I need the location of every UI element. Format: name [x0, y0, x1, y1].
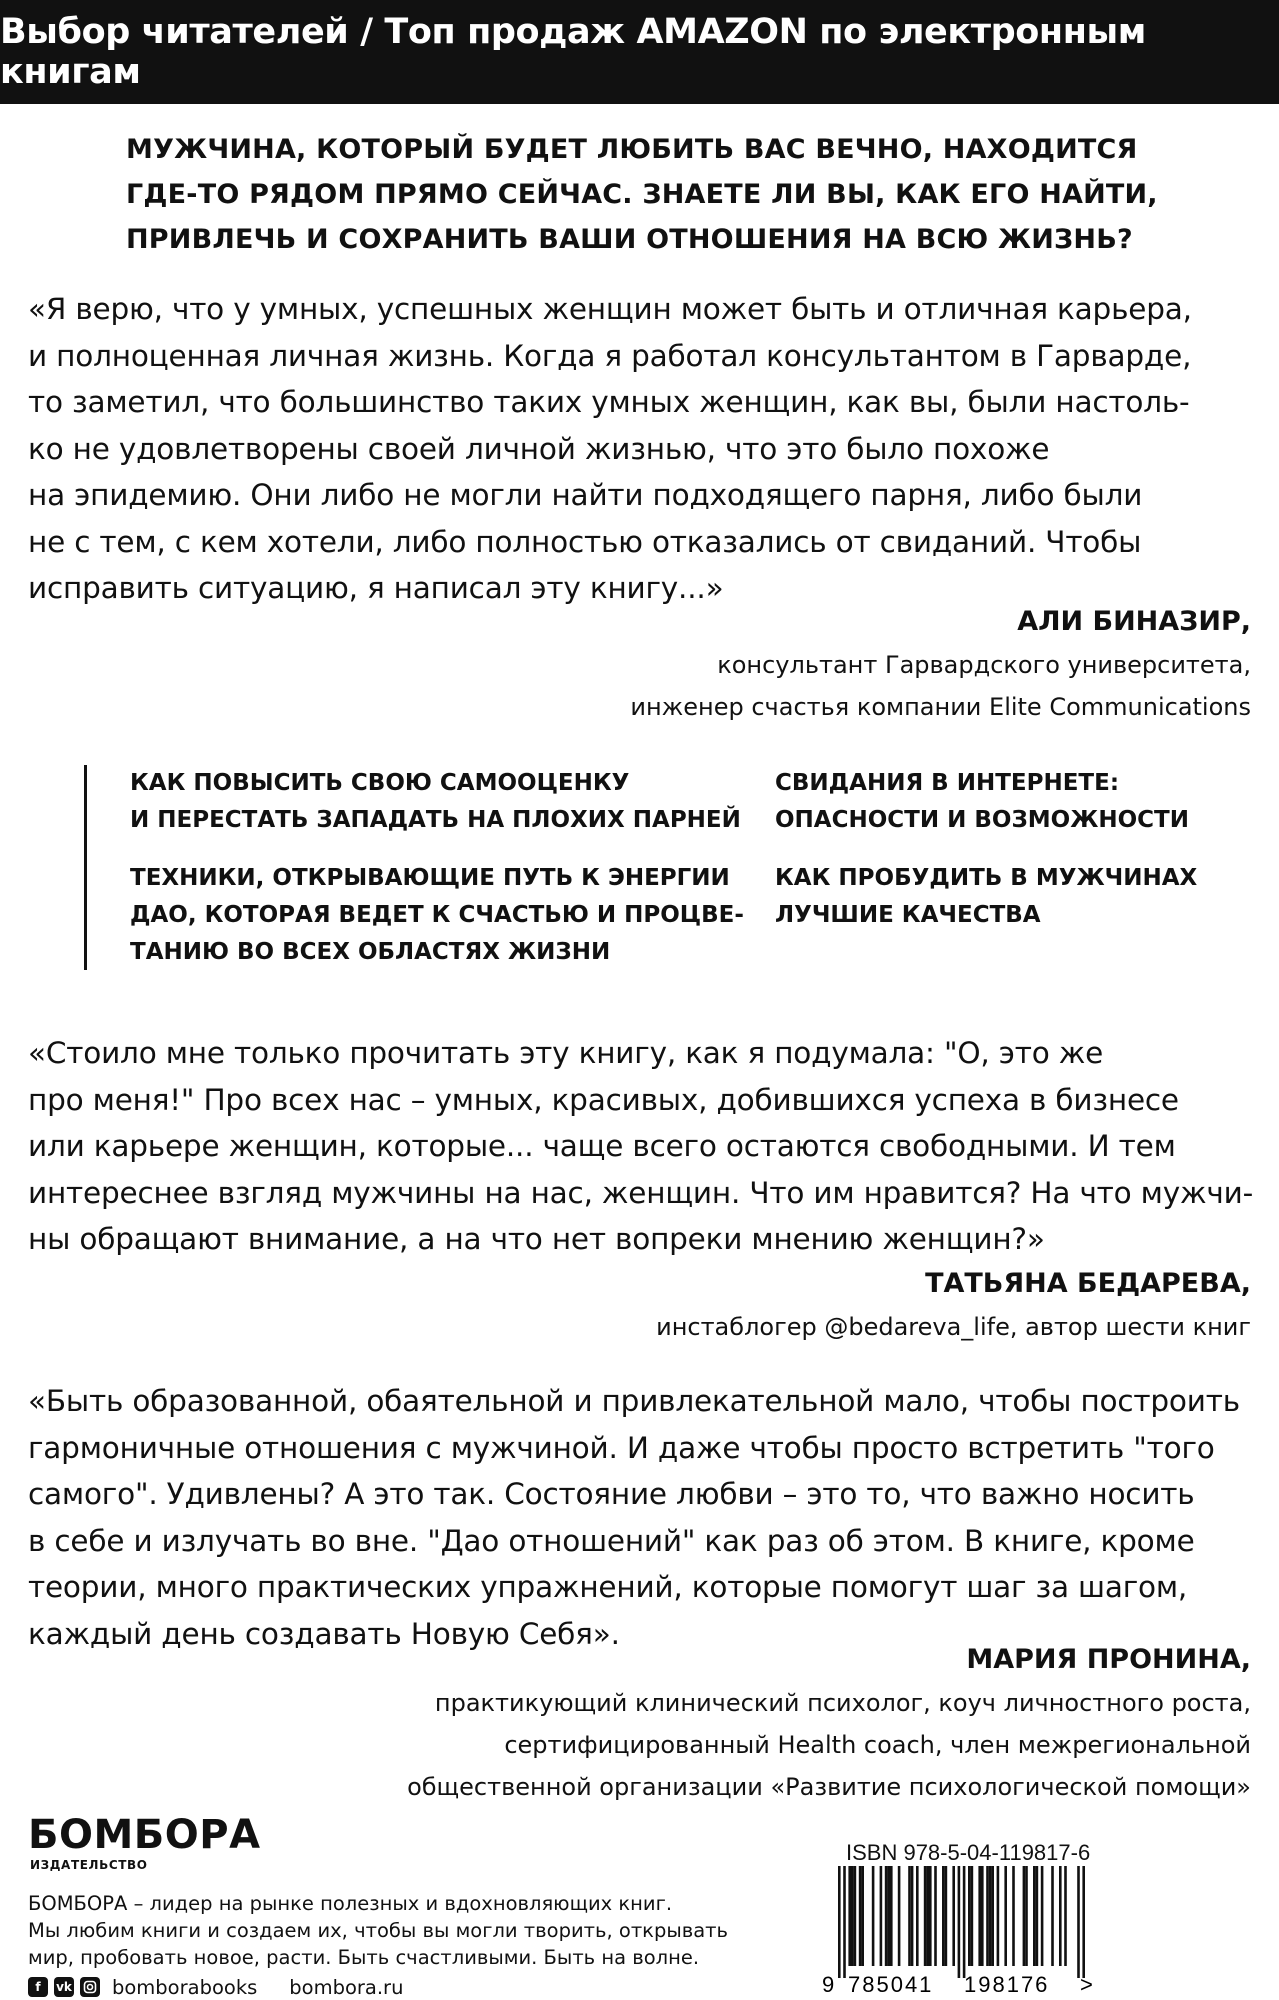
barcode-bar: [1077, 1866, 1080, 1978]
barcode-bar: [1064, 1866, 1067, 1966]
feature-item: [775, 765, 1189, 839]
barcode-bar: [991, 1866, 994, 1966]
barcode-bar: [898, 1866, 901, 1966]
barcode-bar: [981, 1866, 984, 1966]
headline-line: ПРИВЛЕЧЬ И СОХРАНИТЬ ВАШИ ОТНОШЕНИЯ НА ВСЮ ЖИЗНЬ?: [126, 224, 1133, 255]
barcode-bar: [978, 1866, 981, 1966]
barcode-bar: [887, 1866, 890, 1966]
social-links: [28, 1975, 403, 1999]
barcode-bar: [997, 1866, 1000, 1966]
barcode-bar: [942, 1866, 945, 1966]
website-link[interactable]: bombora.ru: [289, 1975, 404, 1999]
quote-line: интереснее взгляд мужчины на нас, женщин. Что им нравится? На что мужчи-: [28, 1175, 1254, 1210]
quote-line: самого". Удивлены? А это так. Состояние любви – это то, что важно носить: [28, 1477, 1195, 1511]
about-line: Мы любим книги и создаем их, чтобы вы могли творить, открывать: [28, 1919, 729, 1942]
author-role: общественной организации «Развитие психологической помощи»: [407, 1773, 1251, 1801]
quote-line: теории, много практических упражнений, которые помогут шаг за шагом,: [28, 1570, 1188, 1604]
feature-line: ОПАСНОСТИ И ВОЗМОЖНОСТИ: [775, 807, 1189, 833]
author-name: МАРИЯ ПРОНИНА,: [966, 1644, 1251, 1675]
attribution-bedareva: [151, 1262, 1251, 1348]
quote-bedareva: [28, 1030, 1258, 1263]
quote-line: «Быть образованной, обаятельной и привлекательной мало, чтобы построить: [28, 1384, 1240, 1418]
social-handle-link[interactable]: bomborabooks: [112, 1975, 258, 1999]
publisher-about: [28, 1890, 729, 1971]
quote-line: или карьере женщин, которые... чаще всего остаются свободными. И тем: [28, 1129, 1176, 1163]
barcode-bar: [916, 1866, 919, 1966]
author-role: практикующий клинический психолог, коуч личностного роста,: [434, 1689, 1251, 1717]
barcode-bar: [908, 1866, 911, 1966]
barcode-bar: [911, 1866, 914, 1966]
author-role: инженер счастья компании Elite Communications: [630, 693, 1251, 721]
barcode-bar: [945, 1866, 948, 1966]
barcode-bars: [838, 1866, 1085, 1978]
isbn-barcode: [818, 1866, 1118, 2000]
barcode-bar: [1059, 1866, 1062, 1966]
feature-item: [775, 860, 1197, 934]
about-line: БОМБОРА – лидер на рынке полезных и вдохновляющих книг.: [28, 1892, 673, 1915]
barcode-bar: [989, 1866, 992, 1966]
barcode-bar: [968, 1866, 971, 1966]
quote-line: ны обращают внимание, а на что нет вопреки мнению женщин?»: [28, 1222, 1045, 1256]
attribution-binazir: [151, 600, 1251, 728]
barcode-bar: [926, 1866, 929, 1966]
barcode-bar: [851, 1866, 854, 1966]
quote-line: в себе и излучать во вне. "Дао отношений" как раз об этом. В книге, кроме: [28, 1523, 1195, 1558]
barcode-bar: [958, 1866, 961, 1978]
feature-line: И ПЕРЕСТАТЬ ЗАПАДАТЬ НА ПЛОХИХ ПАРНЕЙ: [130, 807, 741, 833]
feature-line: ДАО, КОТОРАЯ ВЕДЕТ К СЧАСТЬЮ И ПРОЦВЕ-: [130, 902, 744, 928]
barcode-bar: [890, 1866, 893, 1966]
barcode-bar: [924, 1866, 927, 1966]
barcode-bar: [1012, 1866, 1015, 1966]
barcode-bar: [859, 1866, 862, 1966]
headline: [126, 127, 1186, 262]
barcode-digits-right: 198176: [964, 1972, 1050, 1997]
quote-binazir: [28, 286, 1258, 612]
barcode-bar: [861, 1866, 864, 1966]
quote-pronina: [28, 1378, 1258, 1657]
quote-line: каждый день создавать Новую Себя».: [28, 1616, 620, 1651]
barcode-digits-left: 785041: [848, 1972, 934, 1997]
author-role: сертифицированный Health coach, член межрегиональной: [504, 1731, 1251, 1759]
feature-item: [130, 765, 741, 839]
publisher-logo: БОМБОРА: [28, 1812, 261, 1858]
quote-line: гармоничные отношения с мужчиной. И даже чтобы просто встретить "того: [28, 1430, 1215, 1465]
barcode-bar: [1041, 1866, 1044, 1966]
barcode-bar: [848, 1866, 851, 1966]
quote-line: «Стоило мне только прочитать эту книгу, как я подумала: "О, это же: [28, 1036, 1104, 1070]
barcode-bar: [854, 1866, 857, 1966]
barcode-arrow: >: [1080, 1972, 1093, 1997]
quote-line: то заметил, что большинство таких умных женщин, как вы, были настоль-: [28, 385, 1190, 419]
barcode-bar: [872, 1866, 875, 1966]
headline-line: ГДЕ-ТО РЯДОМ ПРЯМО СЕЙЧАС. ЗНАЕТЕ ЛИ ВЫ, КАК ЕГО НАЙТИ,: [126, 179, 1158, 210]
headline-line: МУЖЧИНА, КОТОРЫЙ БУДЕТ ЛЮБИТЬ ВАС ВЕЧНО, НАХОДИТСЯ: [126, 134, 1138, 165]
author-name: АЛИ БИНАЗИР,: [1017, 606, 1251, 637]
barcode-bar: [885, 1866, 888, 1966]
feature-line: ТАНИЮ ВО ВСЕХ ОБЛАСТЯХ ЖИЗНИ: [130, 939, 611, 965]
barcode-bar: [1025, 1866, 1028, 1966]
barcode-bar: [1036, 1866, 1039, 1966]
author-role: инстаблогер @bedareva_life, автор шести книг: [656, 1313, 1251, 1341]
barcode-digit-first: 9: [822, 1972, 835, 1997]
barcode-bar: [838, 1866, 841, 1978]
features-block: [84, 765, 1247, 970]
barcode-bar: [971, 1866, 974, 1966]
barcode-bar: [934, 1866, 937, 1966]
barcode-bar: [880, 1866, 883, 1966]
facebook-icon[interactable]: f: [28, 1977, 48, 1997]
feature-line: СВИДАНИЯ В ИНТЕРНЕТЕ:: [775, 770, 1120, 796]
about-line: мир, пробовать новое, расти. Быть счастливыми. Быть на волне.: [28, 1946, 700, 1969]
quote-line: «Я верю, что у умных, успешных женщин может быть и отличная карьера,: [28, 292, 1192, 326]
quote-line: ко не удовлетворены своей личной жизнью, что это было похоже: [28, 431, 1050, 466]
quote-line: на эпидемию. Они либо не могли найти подходящего парня, либо были: [28, 478, 1143, 512]
barcode-bar: [843, 1866, 846, 1978]
barcode-bar: [952, 1866, 955, 1966]
barcode-bar: [1033, 1866, 1036, 1966]
feature-item: [130, 860, 744, 971]
isbn-label: ISBN 978-5-04-119817-6: [846, 1840, 1091, 1865]
feature-line: КАК ПОВЫСИТЬ СВОЮ САМООЦЕНКУ: [130, 770, 630, 796]
feature-line: КАК ПРОБУДИТЬ В МУЖЧИНАХ: [775, 865, 1198, 891]
feature-line: ТЕХНИКИ, ОТКРЫВАЮЩИЕ ПУТЬ К ЭНЕРГИИ: [130, 865, 730, 891]
barcode-bar: [1023, 1866, 1026, 1966]
barcode-bar: [929, 1866, 932, 1966]
attribution-pronina: [151, 1638, 1251, 1808]
barcode-bar: [1082, 1866, 1085, 1978]
author-name: ТАТЬЯНА БЕДАРЕВА,: [925, 1268, 1251, 1299]
instagram-icon[interactable]: [80, 1977, 100, 1997]
barcode-bar: [1004, 1866, 1007, 1966]
top-banner: [0, 0, 1279, 104]
barcode-bar: [1051, 1866, 1054, 1966]
quote-line: про меня!" Про всех нас – умных, красивых, добившихся успеха в бизнесе: [28, 1082, 1179, 1117]
quote-line: исправить ситуацию, я написал эту книгу...»: [28, 571, 724, 605]
barcode-bar: [986, 1866, 989, 1966]
vk-icon[interactable]: vk: [54, 1977, 74, 1997]
banner-text: Выбор читателей / Топ продаж AMAZON по электронным книгам: [0, 12, 1146, 92]
publisher-logo-subtitle: ИЗДАТЕЛЬСТВО: [30, 1858, 148, 1872]
barcode-bar: [963, 1866, 966, 1978]
feature-line: ЛУЧШИЕ КАЧЕСТВА: [775, 902, 1041, 928]
author-role: консультант Гарвардского университета,: [717, 651, 1251, 679]
quote-line: и полноценная личная жизнь. Когда я работал консультантом в Гарварде,: [28, 338, 1192, 373]
quote-line: не с тем, с кем хотели, либо полностью отказались от свиданий. Чтобы: [28, 524, 1142, 559]
